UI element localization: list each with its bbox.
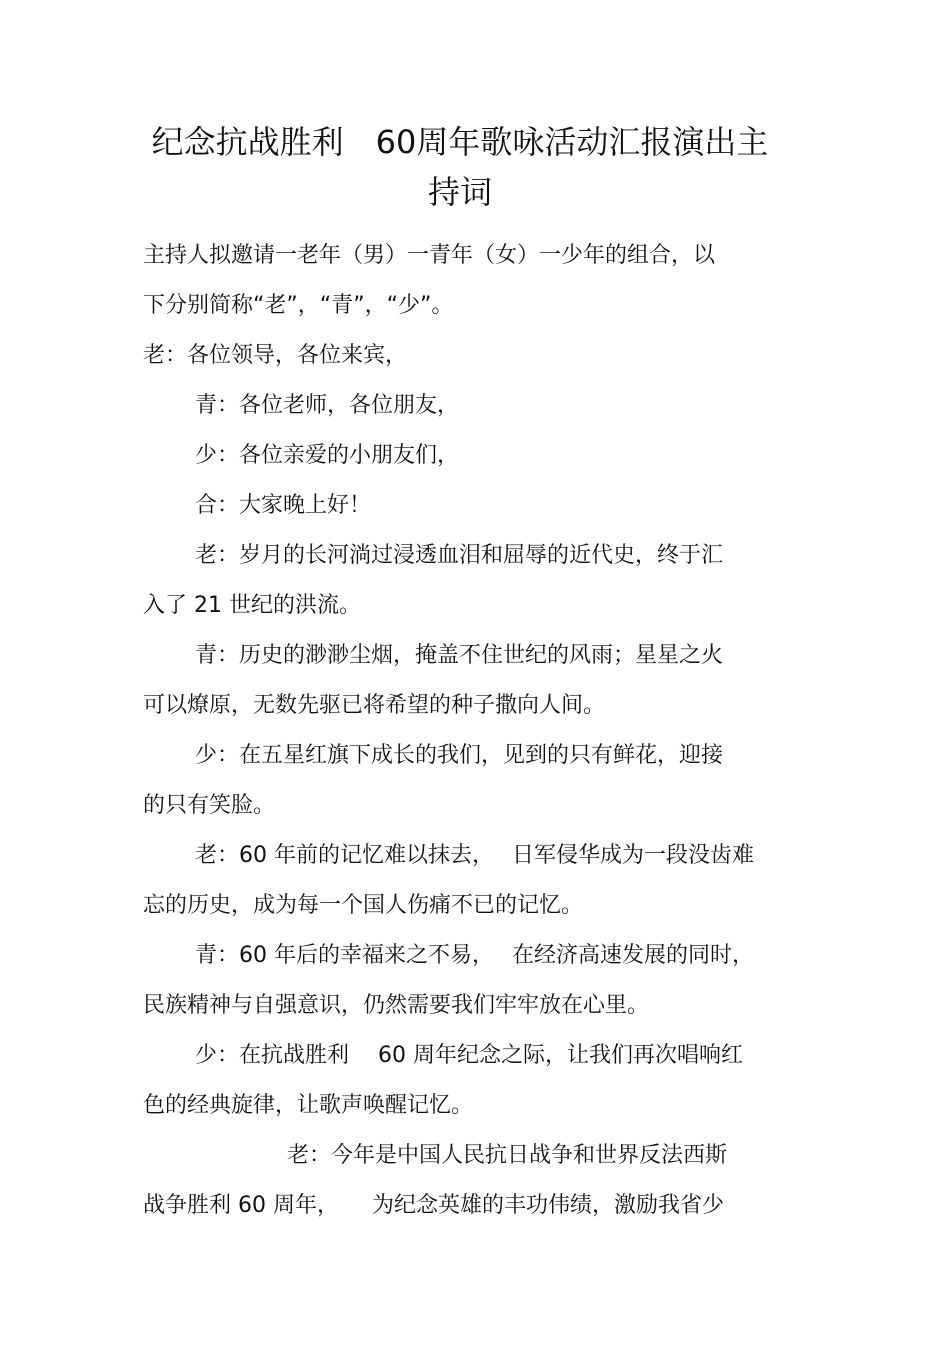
paragraph-line: 老：岁月的长河淌过浸透血泪和屈辱的近代史，终于汇 (195, 543, 724, 568)
paragraph-line: 入了 21 世纪的洪流。 (143, 593, 361, 618)
paragraph-line: 可以燎原，无数先驱已将希望的种子撒向人间。 (143, 693, 606, 718)
paragraph-line: 下分别简称“老”，“青”，“少”。 (143, 293, 454, 318)
document-title-line-1: 纪念抗战胜利 60周年歌咏活动汇报演出主 (151, 123, 769, 161)
paragraph-line: 合：大家晚上好！ (195, 493, 372, 518)
paragraph-line: 少：在抗战胜利 60 周年纪念之际，让我们再次唱响红 (195, 1043, 743, 1068)
paragraph-line: 色的经典旋律，让歌声唤醒记忆。 (143, 1093, 474, 1118)
paragraph-line: 民族精神与自强意识，仍然需要我们牢牢放在心里。 (143, 993, 650, 1018)
paragraph-line: 的只有笑脸。 (143, 793, 276, 818)
paragraph-line: 老：各位领导，各位来宾， (143, 343, 408, 368)
paragraph-line: 老：60 年前的记忆难以抹去， 日军侵华成为一段没齿难 (195, 843, 754, 868)
paragraph-line: 青：各位老师，各位朋友， (195, 393, 460, 418)
paragraph-line: 青：60 年后的幸福来之不易， 在经济高速发展的同时， (195, 943, 754, 968)
document-title-line-2: 持词 (427, 173, 492, 211)
paragraph-line: 战争胜利 60 周年， 为纪念英雄的丰功伟绩，激励我省少 (143, 1193, 724, 1218)
paragraph-line: 少：各位亲爱的小朋友们， (195, 443, 460, 468)
paragraph-line: 青：历史的渺渺尘烟，掩盖不住世纪的风雨；星星之火 (195, 643, 724, 668)
paragraph-line: 主持人拟邀请一老年（男）一青年（女）一少年的组合，以 (143, 243, 716, 268)
paragraph-line: 忘的历史，成为每一个国人伤痛不已的记忆。 (143, 893, 584, 918)
paragraph-line: 老：今年是中国人民抗日战争和世界反法西斯 (287, 1143, 728, 1168)
paragraph-line: 少：在五星红旗下成长的我们，见到的只有鲜花，迎接 (195, 743, 724, 768)
